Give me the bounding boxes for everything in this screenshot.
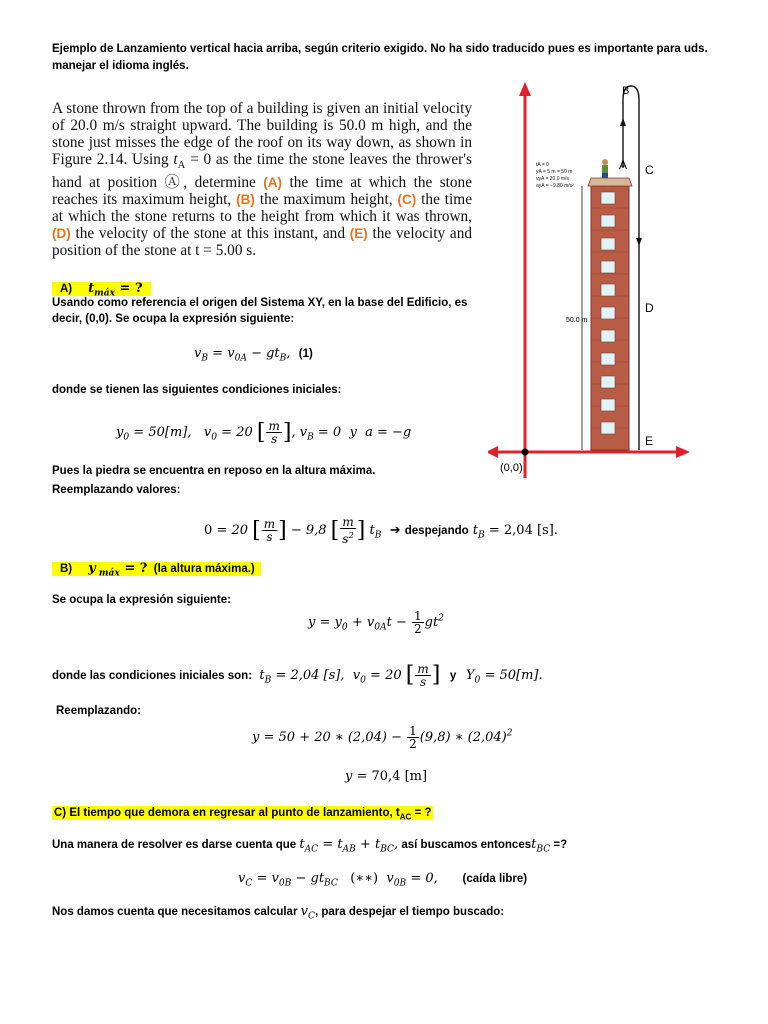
t-subscript: A [177, 159, 186, 172]
question-e-label: (E) [349, 226, 368, 242]
section-b-heading: B) y $_{máx}$ = ? (la altura máxima.) [52, 559, 261, 579]
section-c-intro: Una manera de resolver es darse cuenta que [52, 839, 297, 851]
equation-1-tag: (1) [298, 348, 313, 360]
section-c-text-1: Una manera de resolver es darse cuenta que $t_{AC} = t_{AB} + t_{BC}$, así buscamos entoncest$_{BC}$ =? [52, 837, 568, 855]
question-d-label: (D) [52, 226, 71, 242]
section-a-label: A) [60, 283, 73, 295]
section-b-title: (la altura máxima.) [153, 563, 255, 575]
position-equation: $y = y_0 + v_{0A}t$ − $\frac{1}{2}$ $gt^2$ [308, 609, 444, 636]
given-2: yA = 5 m = 50 m [536, 169, 573, 175]
section-c-text-2: Nos damos cuenta que necesitamos calcular $v_C$, para despejar el tiempo buscado: [52, 904, 505, 922]
given-1: tA = 0 [536, 162, 549, 168]
point-e-label: E [645, 434, 654, 448]
problem-text-4: the time at which the stone reaches its maximum height, [52, 174, 472, 209]
height-label: 50.0 m [566, 317, 588, 324]
point-b-label: B [622, 85, 630, 97]
building-figure [488, 78, 698, 488]
given-4: ayA = −9.80 m/s² [536, 183, 574, 189]
section-b-text-1: Se ocupa la expresión siguiente: [52, 594, 231, 606]
t-symbol: t [173, 151, 178, 168]
equation-1-v: v [194, 346, 202, 361]
section-a-text-3: Pues la piedra se encuentra en reposo en la altura máxima. [52, 465, 376, 477]
section-a-text-1: Usando como referencia el origen del Sistema XY, en la base del Edificio, es decir, (0,0). Se ocupa la expresión siguiente: [52, 297, 468, 325]
thrower-figure [602, 159, 608, 178]
section-c-intro-2: así buscamos entonces [401, 839, 532, 851]
problem-text-7: the velocity of the stone at this instant, and [70, 225, 350, 243]
question-b-label: (B) [236, 192, 255, 208]
x-axis-arrow [676, 446, 690, 458]
equation-vc: $v_C = v_{0B} - gt_{BC}$ (∗∗) $v_{0B} = 0$, (caída libre) [238, 871, 528, 889]
section-c-text-2b: , para despejar el tiempo buscado: [314, 906, 505, 918]
section-c-text-2a: Nos damos cuenta que necesitamos calcular [52, 906, 298, 918]
problem-text-1: A stone thrown from the top of a building is given an initial velocity of 20.0 m/s straight upward. The building is 50.0 m high, and the stone just misses the edge of the roof on its way down, as shown in Figure 2.14. Using [52, 100, 472, 168]
y-axis-arrow [519, 82, 531, 96]
problem-text-8: the velocity and position of the stone at t = 5.00 s. [52, 225, 472, 260]
given-3: vyA = 20.0 m/s [536, 176, 569, 182]
t-max-symbol: t [88, 281, 95, 296]
t-b-result: 2,04 [s]. [503, 523, 558, 538]
t-max-subscript: máx [94, 287, 116, 299]
initial-conditions: $y_0 = 50[m]$, $v_0 = 20$ [ $\frac{m}{s}$ ], $v_B = 0$ y a = −g [116, 419, 412, 446]
problem-text-2: = 0 as the time the stone leaves the thrower's hand at position [52, 151, 472, 192]
problem-statement [52, 100, 472, 259]
point-d-label: D [645, 301, 654, 315]
t-max-tail: = ? [115, 281, 143, 296]
origin-label: (0,0) [500, 462, 523, 474]
equation-substitution-b: y = 50 + 20 ∗ (2,04) − $\frac{1}{2}$ (9,8) ∗ $(2,04)^2$ [252, 724, 513, 751]
section-c-tail: = ? [411, 807, 432, 819]
x-axis-arrow-left [488, 446, 498, 458]
y-max-value: 70,4 [m] [371, 769, 428, 784]
question-c-label: (C) [397, 192, 417, 208]
section-a-text-4: Reemplazando valores: [52, 484, 181, 496]
y-conjunction: y [449, 670, 457, 682]
given-values [536, 162, 574, 189]
down-arrow [636, 238, 642, 246]
equation-substitution-a: 0 = 20 [ $\frac{m}{s}$ ] − 9,8 [ $\frac{m}{s^2}$ ] $t_B$ ➔ despejando $t_B = 2,04$ [s]. [204, 515, 558, 546]
y-max-result: y = 70,4 [m] [345, 769, 428, 784]
position-a-marker: Ⓐ [164, 174, 184, 192]
despejando-label: despejando [404, 525, 469, 537]
question-a-label: (A) [263, 175, 283, 191]
section-b-label: B) [60, 563, 73, 575]
free-fall-note: (caída libre) [462, 873, 528, 885]
intro-text: Ejemplo de Lanzamiento vertical hacia arriba, según criterio exigido. No ha sido traducido pues es importante para uds. manejar el idioma inglés. [52, 43, 708, 72]
problem-text-6: the time at which the stone returns to the height from which it was thrown, [52, 191, 472, 226]
origin-point [522, 449, 529, 456]
section-a-text-2: donde se tienen las siguientes condiciones iniciales: [52, 384, 342, 396]
point-c-label: C [645, 163, 654, 177]
up-arrow [620, 118, 626, 126]
point-a-label: A [619, 158, 628, 172]
section-b-text-3: Reemplazando: [56, 705, 141, 717]
section-c-subscript: AC [399, 812, 412, 822]
section-b-conditions-label: donde las condiciones iniciales son: [52, 670, 253, 682]
problem-text-3: , determine [183, 174, 264, 192]
section-b-text-2: donde las condiciones iniciales son: $t_B = 2,04$ [s], $v_0 = 20$ [ $\frac{m}{s}$ ] y $Y_0 = 50[m]$. [52, 662, 543, 689]
section-c-label: C) El tiempo que demora en regresar al punto de lanzamiento, t [54, 807, 400, 819]
equation-1: $v_B = v_{0A} - gt_B$, (1) [194, 346, 313, 364]
problem-text-5: the maximum height, [254, 191, 398, 209]
building [588, 178, 632, 450]
section-c-heading [52, 803, 433, 821]
